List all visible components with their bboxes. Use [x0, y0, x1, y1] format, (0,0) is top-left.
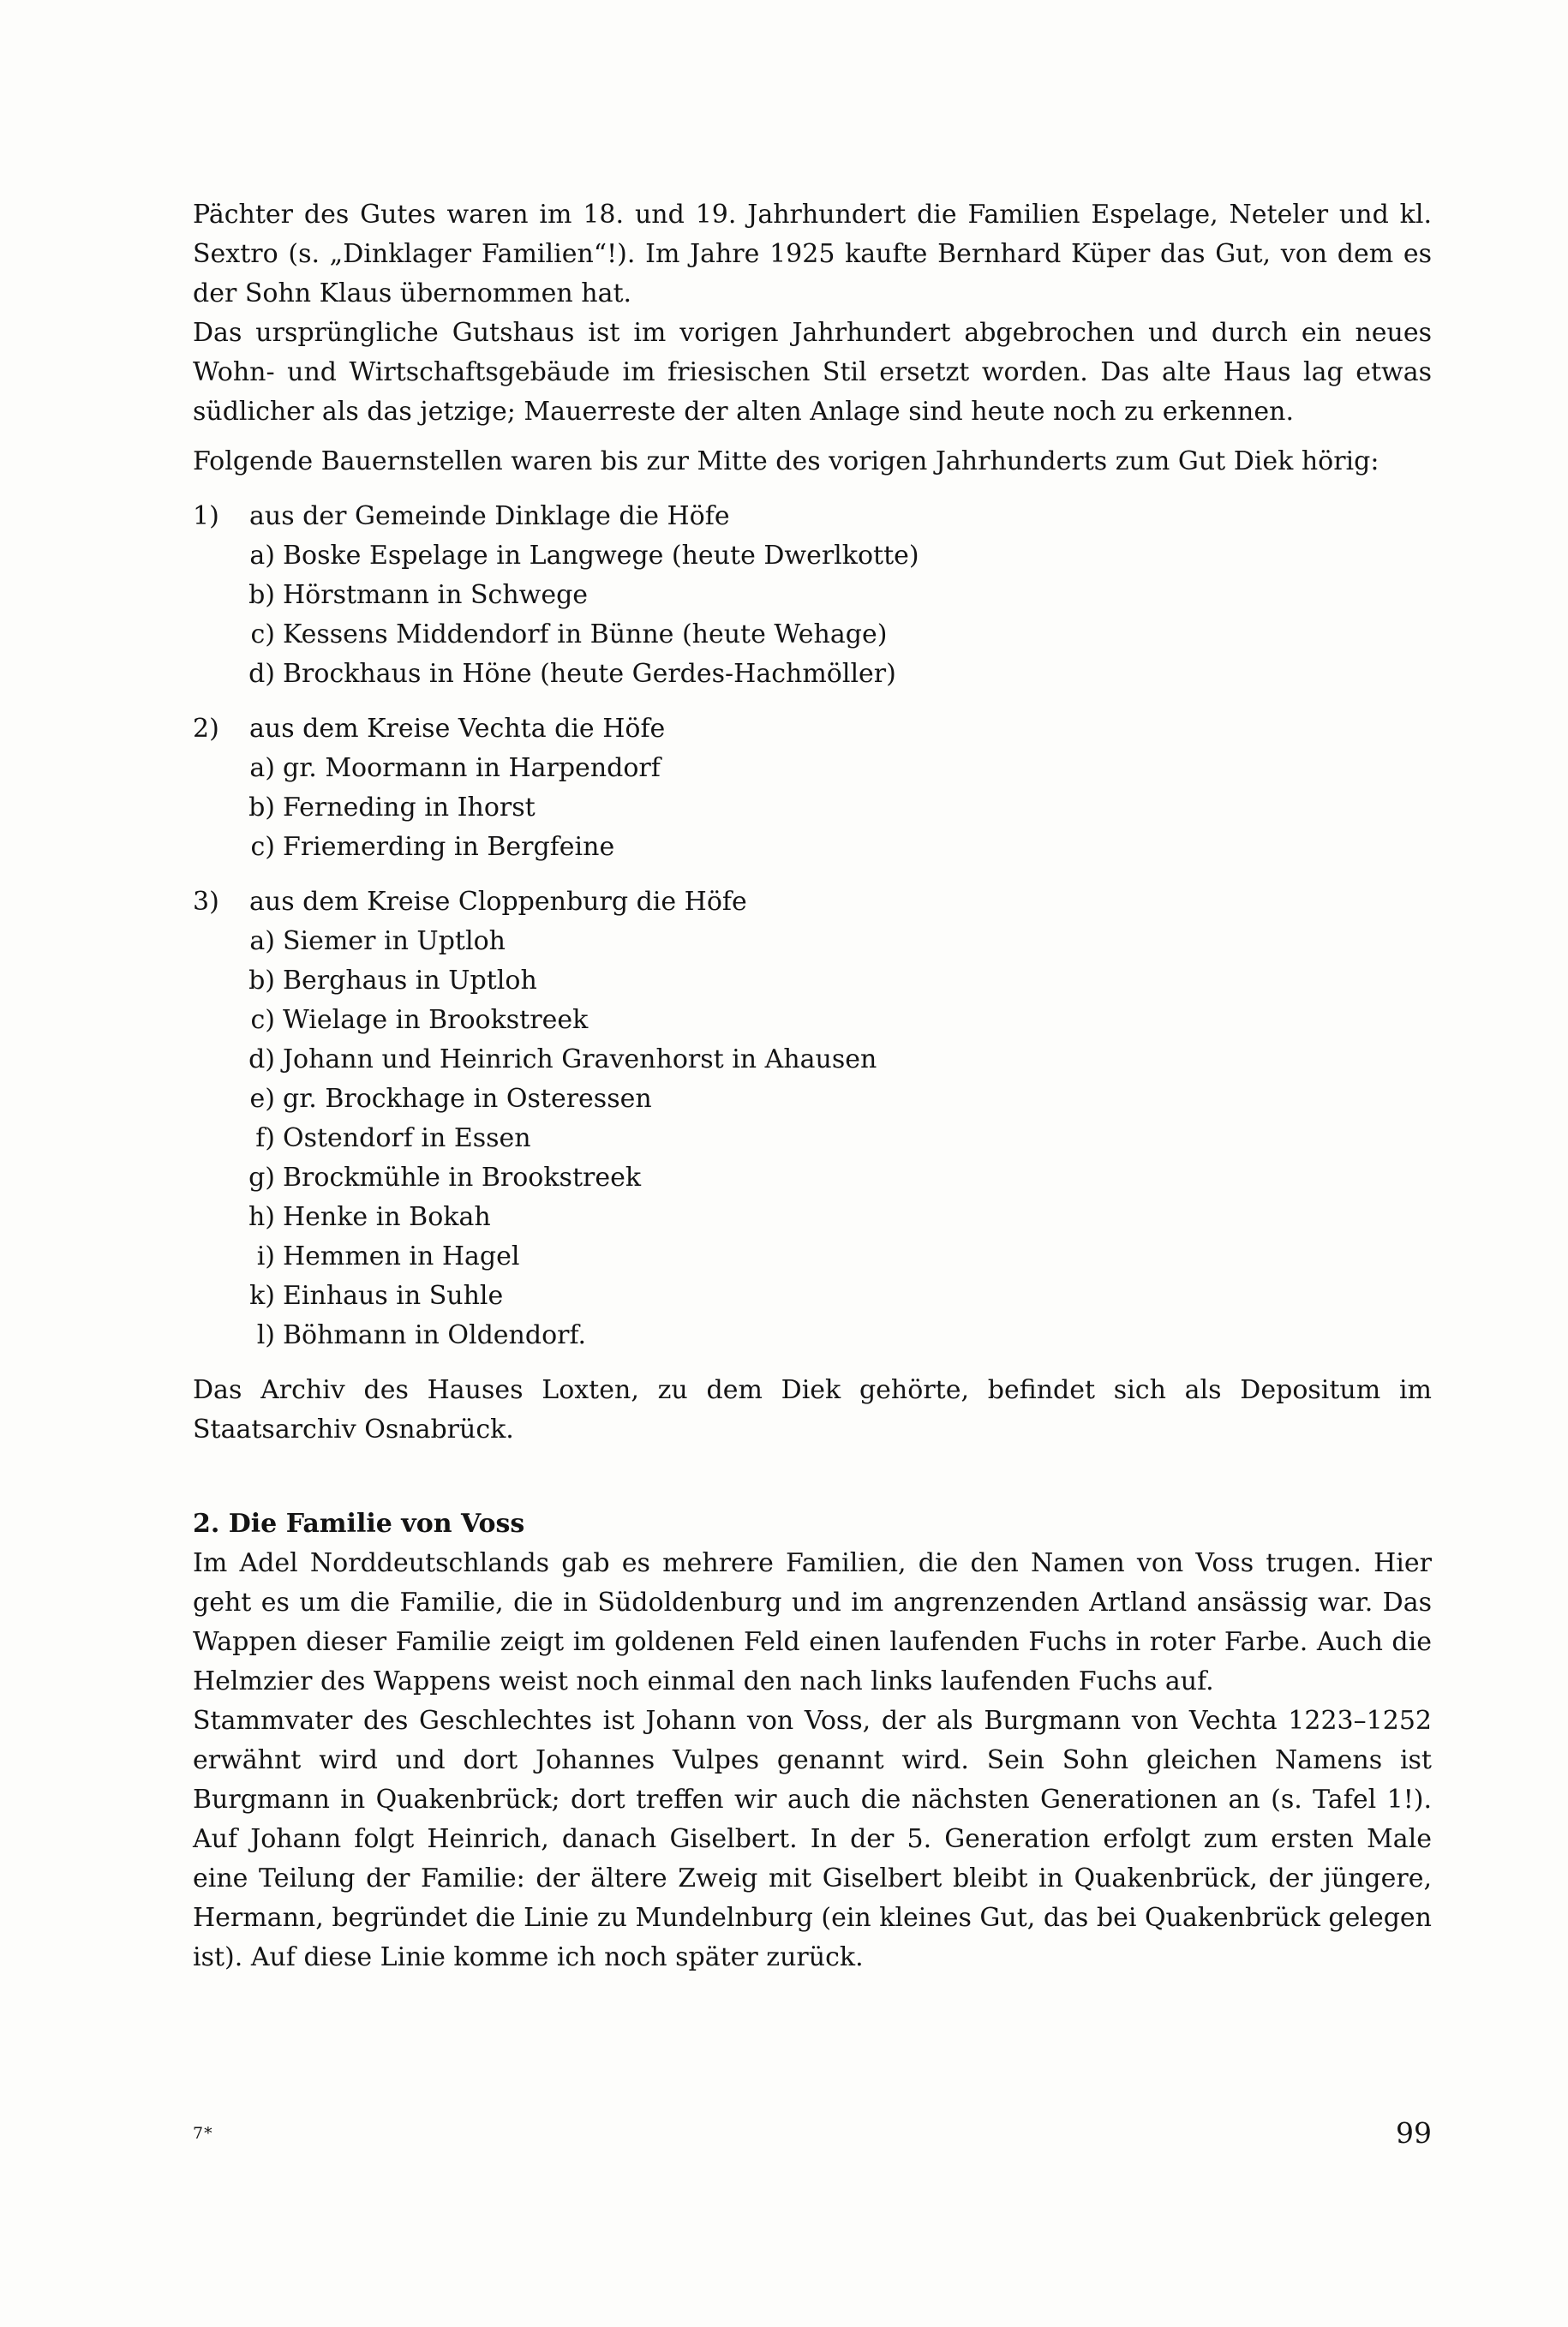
item-text: Böhmann in Oldendorf. [283, 1320, 587, 1350]
paragraph-gutshaus: Das ursprüngliche Gutshaus ist im vorigen Jahrhundert abgebrochen und durch ein neues Wohn- und Wirtschaftsgebäude im friesischen Stil ersetzt worden. Das alte Haus lag etwas südlicher als das jetzige; Mauerreste der alten Anlage sind heute noch zu erkennen. [193, 318, 1432, 427]
item-text: Friemerding in Bergfeine [283, 832, 615, 862]
farm-item [193, 1040, 1432, 1080]
group-number: 3) [193, 887, 219, 917]
farm-item [193, 1001, 1432, 1040]
item-letter: i) [256, 1241, 275, 1271]
item-letter: h) [248, 1202, 275, 1232]
group-number: 2) [193, 714, 219, 744]
farm-item [193, 1237, 1432, 1277]
item-text: Hörstmann in Schwege [283, 580, 589, 610]
item-letter: c) [250, 832, 275, 862]
farm-group-header [193, 497, 1432, 536]
item-letter: g) [248, 1163, 275, 1193]
page-content [193, 195, 1432, 1977]
item-letter: f) [255, 1123, 275, 1153]
farm-item [193, 576, 1432, 615]
farm-group-cloppenburg [193, 882, 1432, 1355]
item-text: Hemmen in Hagel [283, 1241, 520, 1271]
group-number: 1) [193, 501, 219, 531]
farm-item [193, 1158, 1432, 1198]
item-letter: a) [249, 926, 275, 956]
item-text: Brockmühle in Brookstreek [283, 1163, 642, 1193]
item-letter: b) [248, 966, 275, 996]
farm-item [193, 749, 1432, 788]
page-number: 99 [1396, 2116, 1432, 2150]
item-letter: d) [248, 659, 275, 689]
section-heading-familie-von-voss: 2. Die Familie von Voss [193, 1509, 525, 1539]
farm-item [193, 961, 1432, 1001]
item-text: Siemer in Uptloh [283, 926, 506, 956]
farm-item [193, 1119, 1432, 1158]
farm-item [193, 828, 1432, 867]
group-title: aus dem Kreise Cloppenburg die Höfe [249, 887, 747, 917]
group-title: aus dem Kreise Vechta die Höfe [249, 714, 666, 744]
signature-mark: 7* [193, 2124, 213, 2143]
item-text: Ferneding in Ihorst [283, 793, 536, 823]
farm-item [193, 1198, 1432, 1237]
paragraph-archiv: Das Archiv des Hauses Loxten, zu dem Diek gehörte, befindet sich als Depositum im Staatsarchiv Osnabrück. [193, 1375, 1432, 1445]
item-letter: a) [249, 753, 275, 783]
paragraph-stammvater: Stammvater des Geschlechtes ist Johann von Voss, der als Burgmann von Vechta 1223–1252 erwähnt wird und dort Johannes Vulpes genannt wird. Sein Sohn gleichen Namens ist Burgmann in Quakenbrück; dort treffen wir auch die nächsten Generationen an (s. Tafel 1!). Auf Johann folgt Heinrich, danach Giselbert. In der 5. Generation erfolgt zum ersten Male eine Teilung der Familie: der ältere Zweig mit Giselbert bleibt in Quakenbrück, der jüngere, Hermann, begründet die Linie zu Mundelnburg (ein kleines Gut, das bei Quakenbrück gelegen ist). Auf diese Linie komme ich noch später zurück. [193, 1706, 1432, 1972]
paragraph-adel: Im Adel Norddeutschlands gab es mehrere Familien, die den Namen von Voss trugen. Hier geht es um die Familie, die in Südoldenburg und im angrenzenden Artland ansässig war. Das Wappen dieser Familie zeigt im goldenen Feld einen laufenden Fuchs in roter Farbe. Auch die Helmzier des Wappens weist noch einmal den nach links laufenden Fuchs auf. [193, 1548, 1432, 1696]
item-text: Berghaus in Uptloh [283, 966, 537, 996]
item-text: Einhaus in Suhle [283, 1281, 504, 1311]
item-letter: d) [248, 1044, 275, 1074]
farm-item [193, 1277, 1432, 1316]
item-text: Brockhaus in Höne (heute Gerdes-Hachmöller) [283, 659, 896, 689]
item-letter: k) [249, 1281, 275, 1311]
item-text: Ostendorf in Essen [283, 1123, 531, 1153]
item-text: gr. Brockhage in Osteressen [283, 1084, 652, 1114]
item-text: Johann und Heinrich Gravenhorst in Ahausen [283, 1044, 877, 1074]
farm-item [193, 536, 1432, 576]
farm-group-header [193, 709, 1432, 749]
farm-group-header [193, 882, 1432, 922]
group-title: aus der Gemeinde Dinklage die Höfe [249, 501, 730, 531]
paragraph-paechter: Pächter des Gutes waren im 18. und 19. Jahrhundert die Familien Espelage, Neteler und kl. Sextro (s. „Dinklager Familien“!). Im Jahre 1925 kaufte Bernhard Küper das Gut, von dem es der Sohn Klaus übernommen hat. [193, 200, 1432, 308]
item-letter: e) [249, 1084, 275, 1114]
farm-item [193, 788, 1432, 828]
farm-item [193, 655, 1432, 694]
farm-item [193, 615, 1432, 655]
farm-group-vechta [193, 709, 1432, 867]
item-letter: l) [256, 1320, 275, 1350]
item-letter: b) [248, 793, 275, 823]
item-letter: a) [249, 541, 275, 571]
item-text: gr. Moormann in Harpendorf [283, 753, 661, 783]
page-footer [193, 2116, 1432, 2151]
item-text: Wielage in Brookstreek [283, 1005, 589, 1035]
paragraph-bauernstellen: Folgende Bauernstellen waren bis zur Mitte des vorigen Jahrhunderts zum Gut Diek hörig: [193, 446, 1379, 476]
item-letter: b) [248, 580, 275, 610]
item-text: Boske Espelage in Langwege (heute Dwerlkotte) [283, 541, 919, 571]
item-text: Kessens Middendorf in Bünne (heute Wehage) [283, 619, 888, 649]
farm-item [193, 1316, 1432, 1355]
farm-item [193, 922, 1432, 961]
item-text: Henke in Bokah [283, 1202, 491, 1232]
farm-group-dinklage [193, 497, 1432, 694]
item-letter: c) [250, 1005, 275, 1035]
item-letter: c) [250, 619, 275, 649]
farm-item [193, 1080, 1432, 1119]
